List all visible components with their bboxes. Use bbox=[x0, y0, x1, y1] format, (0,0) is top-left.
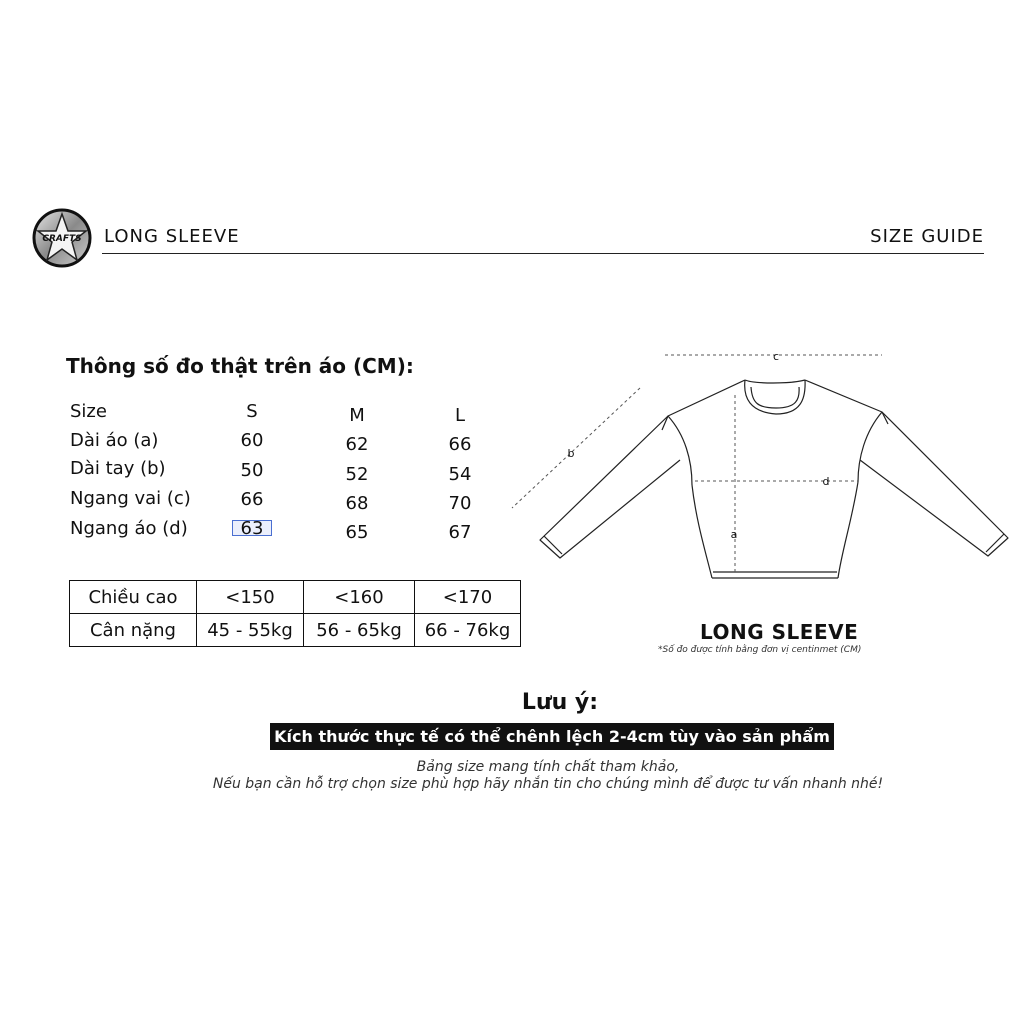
spec-title: Thông số đo thật trên áo (CM): bbox=[66, 354, 414, 378]
spec-cell: 60 bbox=[240, 430, 264, 451]
table-cell: <170 bbox=[415, 581, 521, 614]
table-row bbox=[70, 614, 521, 647]
note-line-1: Bảng size mang tính chất tham khảo, bbox=[416, 759, 680, 775]
header-product-title: LONG SLEEVE bbox=[104, 226, 240, 247]
table-cell: Cân nặng bbox=[70, 614, 197, 647]
logo-text: CRAFTS bbox=[42, 234, 82, 244]
spec-cell: 67 bbox=[448, 522, 472, 543]
spec-cell: 50 bbox=[240, 460, 264, 481]
diagram-unit-note: *Số đo được tính bằng đơn vị centinmet (CM) bbox=[658, 645, 862, 655]
spec-row-label: Ngang áo (d) bbox=[70, 518, 188, 539]
spec-cell: 63 bbox=[240, 518, 264, 539]
note-title: Lưu ý: bbox=[521, 690, 599, 715]
table-cell: 45 - 55kg bbox=[197, 614, 304, 647]
note-highlight: Kích thước thực tế có thể chênh lệch 2-4cm tùy vào sản phẩm bbox=[270, 723, 834, 750]
spec-row-label: Ngang vai (c) bbox=[70, 488, 191, 509]
table-cell: 56 - 65kg bbox=[304, 614, 415, 647]
spec-cell: 66 bbox=[448, 434, 472, 455]
table-cell: <160 bbox=[304, 581, 415, 614]
spec-header-l: L bbox=[454, 405, 466, 426]
spec-cell: 54 bbox=[448, 464, 472, 485]
spec-cell: 68 bbox=[345, 493, 369, 514]
note-line-2: Nếu bạn cần hỗ trợ chọn size phù hợp hãy nhắn tin cho chúng mình để được tư vấn nhanh nhé! bbox=[212, 776, 884, 792]
spec-cell: 62 bbox=[345, 434, 369, 455]
label-a: a bbox=[730, 528, 738, 541]
label-b: b bbox=[567, 447, 575, 460]
spec-cell: 70 bbox=[448, 493, 472, 514]
diagram-title: LONG SLEEVE bbox=[700, 620, 859, 644]
header-size-guide: SIZE GUIDE bbox=[870, 226, 984, 247]
spec-cell: 52 bbox=[345, 464, 369, 485]
spec-row-label: Dài áo (a) bbox=[70, 430, 159, 451]
spec-header-size: Size bbox=[70, 401, 107, 422]
table-cell: <150 bbox=[197, 581, 304, 614]
header-divider bbox=[102, 253, 984, 254]
table-row bbox=[70, 581, 521, 614]
star-badge-logo bbox=[32, 208, 92, 268]
table-cell: 66 - 76kg bbox=[415, 614, 521, 647]
long-sleeve-diagram bbox=[500, 340, 1020, 590]
label-c: c bbox=[772, 350, 780, 363]
height-weight-table bbox=[69, 580, 521, 647]
spec-cell: 66 bbox=[240, 489, 264, 510]
spec-header-s: S bbox=[246, 401, 258, 422]
table-cell: Chiều cao bbox=[70, 581, 197, 614]
spec-header-m: M bbox=[349, 405, 365, 426]
spec-row-label: Dài tay (b) bbox=[70, 458, 166, 479]
label-d: d bbox=[822, 475, 830, 488]
spec-cell: 65 bbox=[345, 522, 369, 543]
